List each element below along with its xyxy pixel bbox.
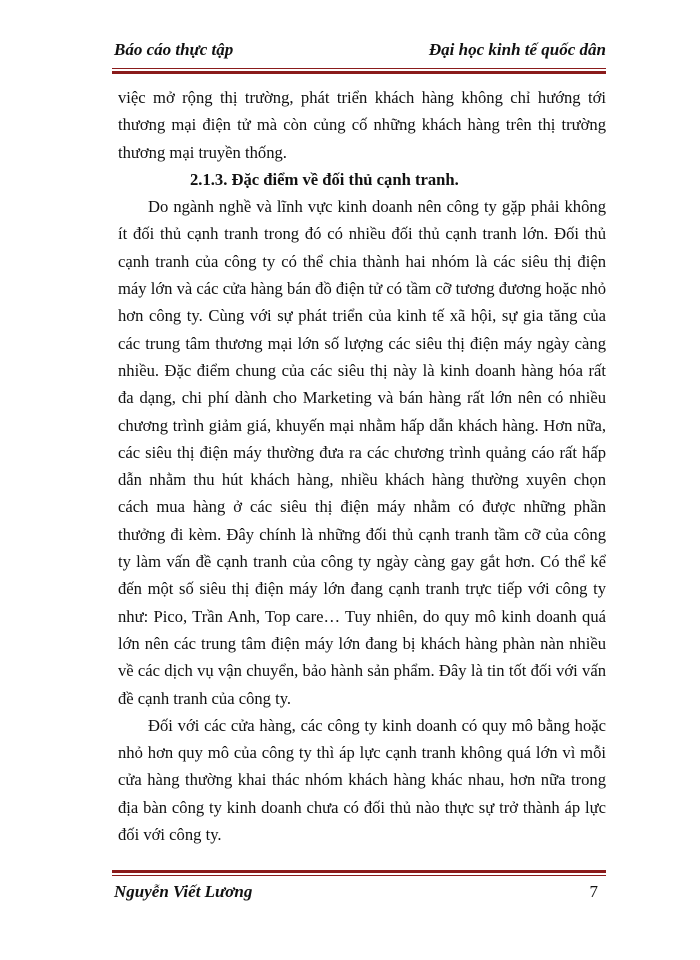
- footer-divider-thin-line: [112, 875, 606, 876]
- footer-divider-thick-line: [112, 870, 606, 873]
- page-body: [118, 84, 606, 848]
- paragraph-competitors: Do ngành nghề và lĩnh vực kinh doanh nên công ty gặp phải không ít đối thủ cạnh tranh trong đó có nhiều đối thủ cạnh tranh lớn. Đối thủ cạnh tranh của công ty có thể chia thành hai nhóm là các siêu thị điện máy lớn và các cửa hàng bán đồ điện tử có tầm cỡ tương đương hoặc nhỏ hơn công ty. Cùng với sự phát triển của kinh tế xã hội, sự gia tăng của các trung tâm thương mại lớn số lượng các siêu thị điện máy ngày càng nhiều. Đặc điểm chung của các siêu thị này là kinh doanh hàng hóa rất đa dạng, chi phí dành cho Marketing và bán hàng rất lớn nên có nhiều chương trình giảm giá, khuyến mại nhằm hấp dẫn khách hàng. Hơn nữa, các siêu thị điện máy thường đưa ra các chương trình quảng cáo rất hấp dẫn nhằm thu hút khách hàng, nhiều khách hàng thường xuyên chọn cách mua hàng ở các siêu thị điện máy nhằm có được những phần thưởng đi kèm. Đây chính là những đối thủ cạnh tranh tầm cỡ của công ty làm vấn đề cạnh tranh của công ty ngày càng gay gắt hơn. Có thể kể đến một số siêu thị điện máy lớn đang cạnh tranh trực tiếp với công ty như: Pico, Trần Anh, Top care… Tuy nhiên, do quy mô kinh doanh quá lớn nên các trung tâm điện máy lớn đang bị khách hàng phàn nàn nhiều về các dịch vụ vận chuyển, bảo hành sản phẩm. Đây là tin tốt đối với vấn đề cạnh tranh của công ty.: [118, 197, 606, 708]
- footer-author: Nguyễn Viết Lương: [114, 882, 253, 901]
- paragraph-continuation: việc mở rộng thị trường, phát triển khách hàng không chỉ hướng tới thương mại điện tử mà còn củng cố những khách hàng trên thị trường thương mại truyền thống.: [118, 88, 606, 162]
- header-university-name: Đại học kinh tế quốc dân: [428, 40, 606, 59]
- header-divider: [112, 68, 606, 74]
- section-heading: 2.1.3. Đặc điểm về đối thủ cạnh tranh.: [190, 169, 459, 189]
- paragraph-small-stores: Đối với các cửa hàng, các công ty kinh doanh có quy mô bằng hoặc nhỏ hơn quy mô của công ty thì áp lực cạnh tranh không quá lớn vì mỗi cửa hàng thường khai thác nhóm khách hàng khác nhau, hơn nữa trong địa bàn công ty kinh doanh chưa có đối thủ nào thực sự trở thành áp lực đối với công ty.: [118, 715, 606, 845]
- footer-divider: [112, 870, 606, 876]
- header-divider-thin-line: [112, 68, 606, 69]
- header-divider-thick-line: [112, 71, 606, 74]
- header-report-title: Báo cáo thực tập: [114, 40, 234, 59]
- page-number: 7: [589, 882, 598, 901]
- page-header: [112, 40, 606, 66]
- page-footer: [112, 882, 606, 906]
